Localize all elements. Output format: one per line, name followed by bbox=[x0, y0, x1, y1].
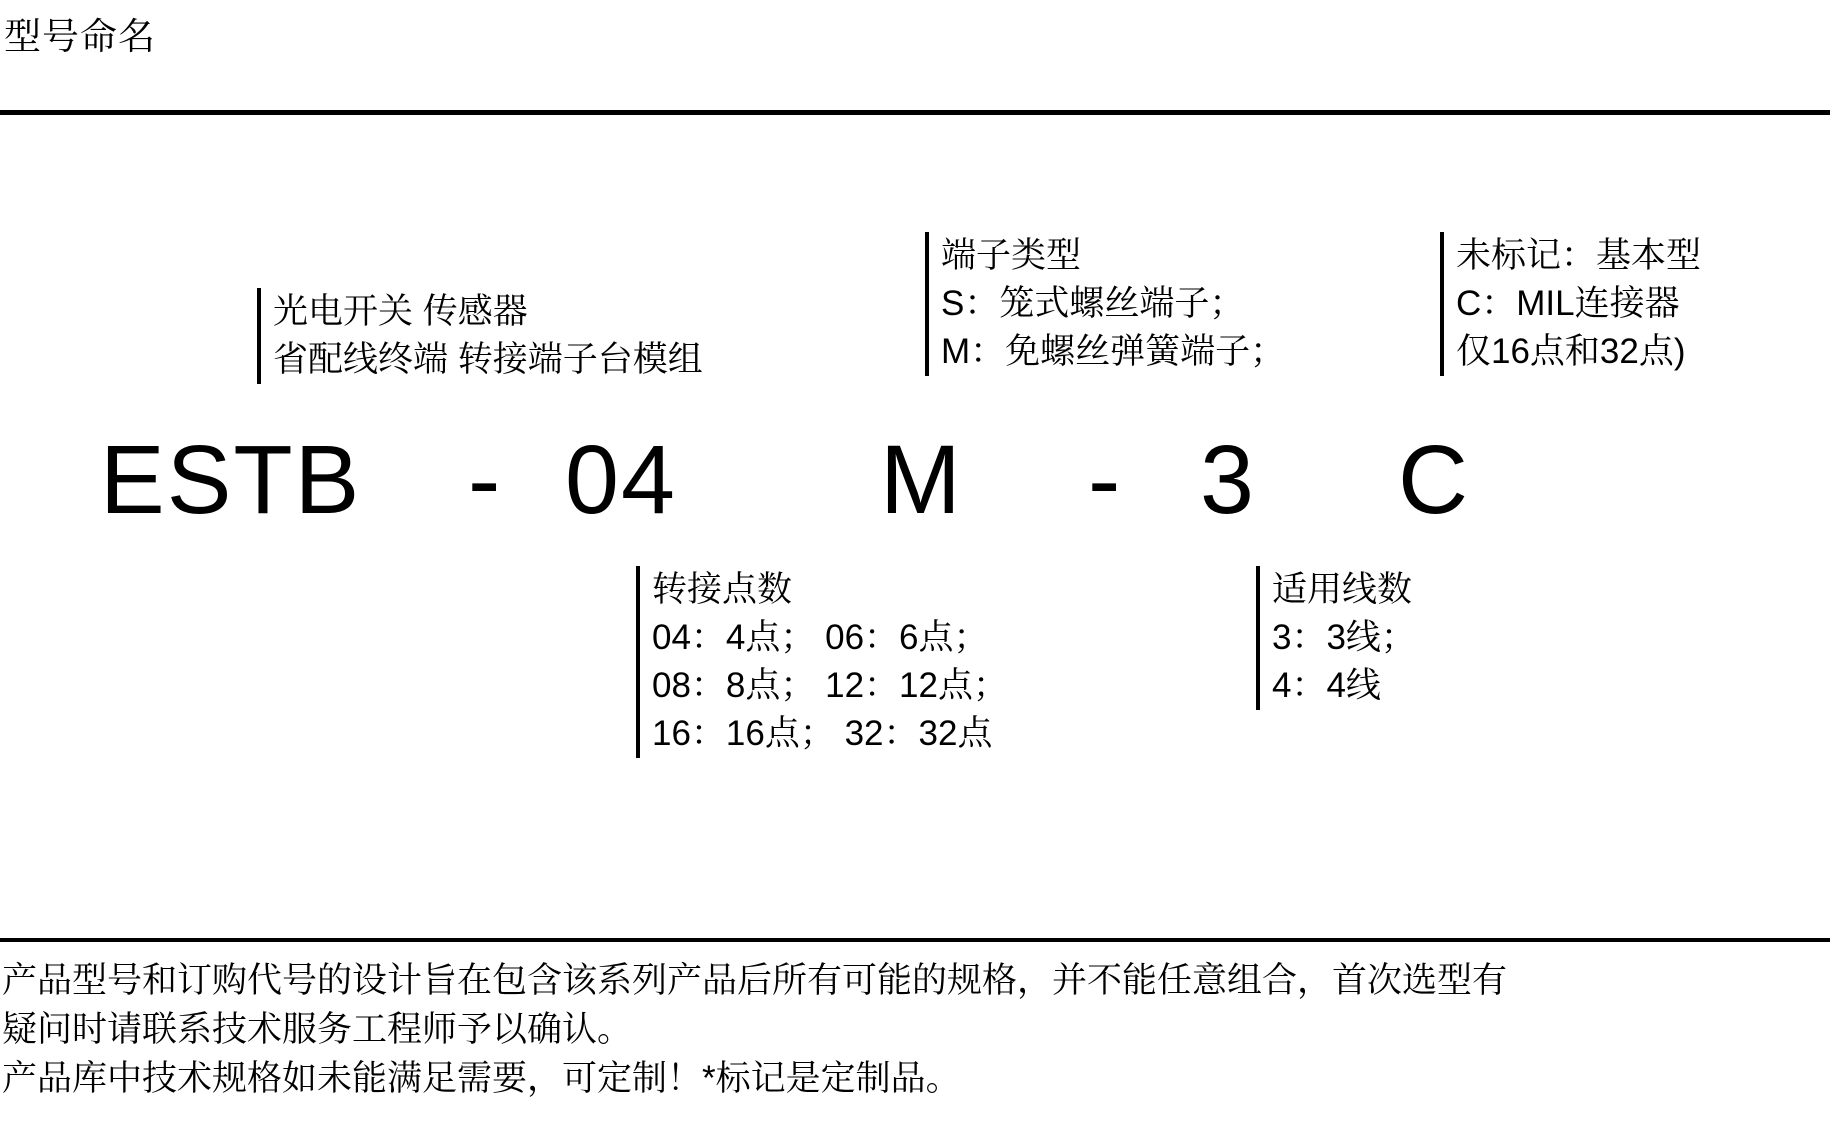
annotation-point-count-line-3: 08：8点； 12：12点； bbox=[652, 666, 1008, 705]
model-code-dash-1: - bbox=[468, 425, 503, 534]
model-code-prefix: ESTB bbox=[100, 425, 362, 534]
annotation-device-type-line-2: 省配线终端 转接端子台模组 bbox=[273, 340, 703, 379]
annotation-point-count-line-2: 04：4点； 06：6点； bbox=[652, 618, 989, 657]
model-code-dash-2: - bbox=[1088, 425, 1123, 534]
annotation-point-count-line-1: 转接点数 bbox=[652, 570, 793, 609]
annotation-point-count-line-4: 16：16点； 32：32点 bbox=[652, 714, 993, 753]
annotation-device-type bbox=[257, 288, 703, 384]
annotation-device-type-line-1: 光电开关 传感器 bbox=[273, 292, 528, 331]
footer-note-line-1: 产品型号和订购代号的设计旨在包含该系列产品后所有可能的规格，并不能任意组合，首次选型有 bbox=[2, 961, 1508, 1000]
annotation-mark-type bbox=[1440, 232, 1701, 376]
annotation-mark-type-line-1: 未标记：基本型 bbox=[1456, 236, 1702, 275]
annotation-point-count bbox=[636, 566, 1008, 758]
annotation-wire-count-line-2: 3：3线； bbox=[1272, 618, 1416, 657]
model-code-wire-count: 3 bbox=[1200, 425, 1256, 534]
annotation-mark-type-line-2: C：MIL连接器 bbox=[1456, 284, 1680, 323]
model-code-point-count: 04 bbox=[565, 425, 677, 534]
model-code-terminal-type: M bbox=[880, 425, 963, 534]
page-title: 型号命名 bbox=[4, 16, 156, 57]
divider-top bbox=[0, 110, 1830, 115]
divider-bottom bbox=[0, 938, 1830, 942]
model-code-mark: C bbox=[1398, 425, 1471, 534]
footer-note-line-2: 疑问时请联系技术服务工程师予以确认。 bbox=[2, 1010, 633, 1049]
annotation-terminal-type bbox=[925, 232, 1285, 376]
annotation-wire-count-line-1: 适用线数 bbox=[1272, 570, 1413, 609]
annotation-wire-count bbox=[1256, 566, 1416, 710]
annotation-terminal-type-line-1: 端子类型 bbox=[941, 236, 1082, 275]
annotation-wire-count-line-3: 4：4线 bbox=[1272, 666, 1381, 705]
annotation-terminal-type-line-3: M：免螺丝弹簧端子； bbox=[941, 332, 1286, 371]
footer-notes bbox=[2, 956, 1828, 1103]
footer-note-line-3: 产品库中技术规格如未能满足需要，可定制！*标记是定制品。 bbox=[2, 1059, 961, 1098]
annotation-terminal-type-line-2: S：笼式螺丝端子； bbox=[941, 284, 1245, 323]
annotation-mark-type-line-3: 仅16点和32点) bbox=[1456, 332, 1686, 371]
